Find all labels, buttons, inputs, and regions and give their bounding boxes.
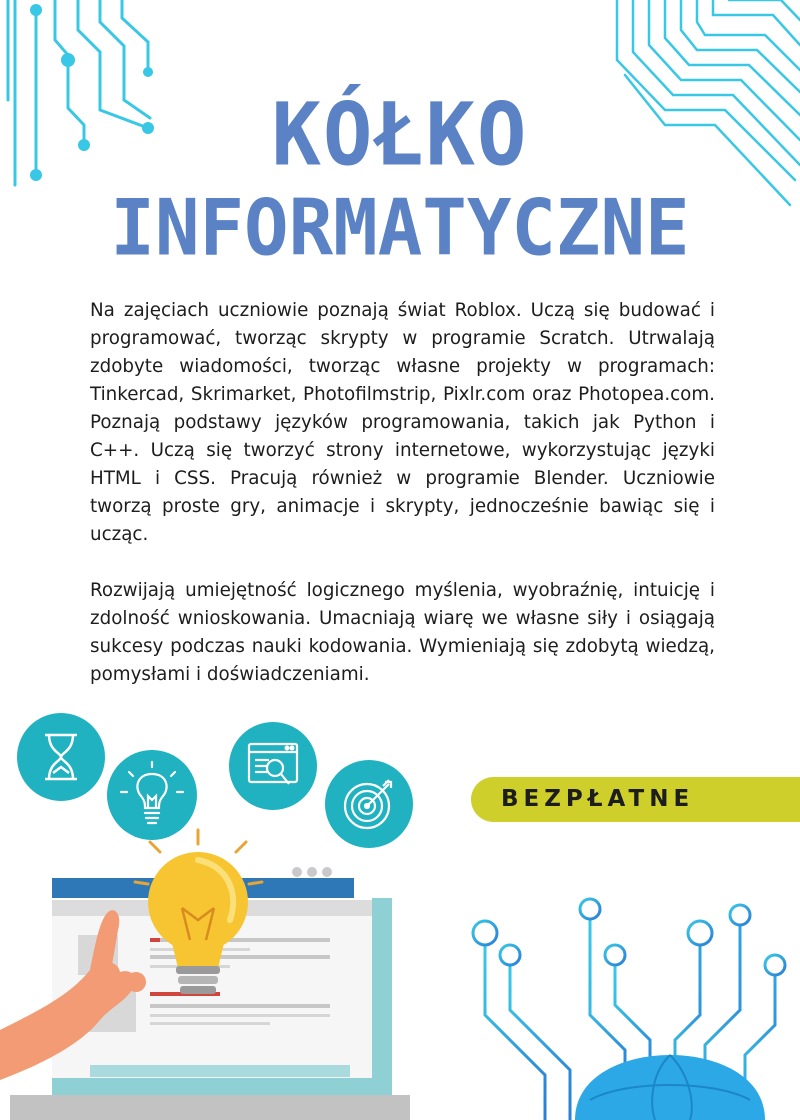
description-paragraph-2: Rozwijają umiejętność logicznego myślenia, wyobraźnię, intuicję i zdolność wnioskowania. Umacniają wiarę we własne siły i osiągają sukcesy podczas nauki kodowania. Wymieniają się zdobytą wiedzą, pomysłami i doświadczeniami. xyxy=(90,580,715,685)
hourglass-icon xyxy=(17,713,105,801)
description-paragraph-1: Na zajęciach uczniowie poznają świat Roblox. Uczą się budować i programować, tworząc skrypty w programie Scratch. Utrwalają zdobyte wiadomości, tworząc własne projekty w programach: Tinkercad, Skrimarket, Photofilmstrip, Pixlr.com oraz Photopea.com. Poznają podstawy języków programowania, takich jak Python i C++. Uczą się tworzyć strony internetowe, wykorzystując języki HTML i CSS. Pracują również w programie Blender. Uczniowie tworzą proste gry, animacje i skrypty, jednocześnie bawiąc się i ucząc. xyxy=(90,300,715,545)
circuit-decoration-bottom-right xyxy=(455,895,800,1120)
title-line-2: INFORMATYCZNE xyxy=(110,182,690,274)
laptop-illustration xyxy=(0,820,420,1120)
web-search-icon xyxy=(229,722,317,810)
free-badge: BEZPŁATNE xyxy=(471,777,800,822)
title-line-1: KÓŁKO xyxy=(271,85,529,186)
